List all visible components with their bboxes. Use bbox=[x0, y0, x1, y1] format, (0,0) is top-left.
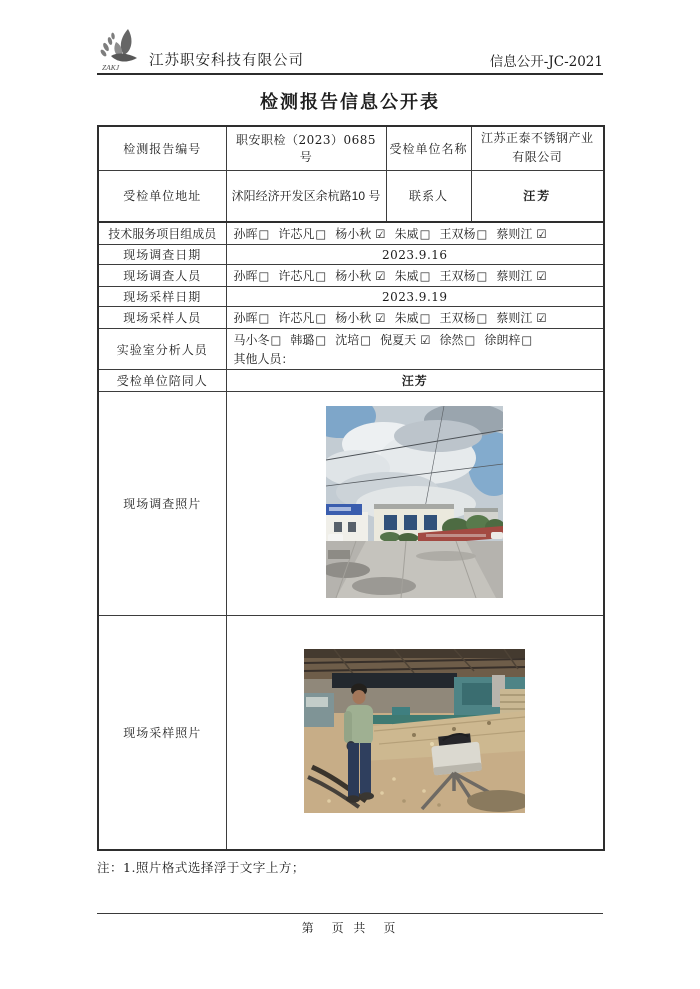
accompany-value: 汪芳 bbox=[226, 370, 604, 392]
survey-photo-label: 现场调查照片 bbox=[98, 392, 226, 616]
factory-exterior-photo bbox=[326, 406, 503, 598]
person-checkbox: 孙晖□ bbox=[233, 227, 270, 241]
sampling-date-value: 2023.9.19 bbox=[226, 287, 604, 307]
person-checkbox: 朱威□ bbox=[394, 311, 431, 325]
page-number-text: 第 页 共 页 bbox=[301, 921, 399, 935]
note-text: 注：1.照片格式选择浮于文字上方； bbox=[97, 859, 305, 875]
person-checkbox: 许芯凡□ bbox=[278, 227, 327, 241]
tech-team-label: 技术服务项目组成员 bbox=[98, 222, 226, 245]
table-row bbox=[98, 307, 604, 329]
sampling-staff-label: 现场采样人员 bbox=[98, 307, 226, 329]
person-checkbox: 蔡则江 ☑ bbox=[496, 269, 547, 283]
report-no-label: 检测报告编号 bbox=[98, 126, 226, 170]
company-name: 江苏职安科技有限公司 bbox=[149, 53, 304, 69]
svg-text:ZAKJ: ZAKJ bbox=[102, 63, 120, 72]
person-checkbox: 徐然□ bbox=[439, 333, 476, 347]
survey-photo-cell bbox=[226, 392, 604, 616]
person-checkbox: 倪夏天 ☑ bbox=[380, 333, 431, 347]
lab-staff-label: 实验室分析人员 bbox=[98, 329, 226, 370]
unit-name-label: 受检单位名称 bbox=[386, 126, 471, 170]
page-header bbox=[97, 26, 603, 72]
sampling-photo-cell bbox=[226, 616, 604, 850]
sampling-date-label: 现场采样日期 bbox=[98, 287, 226, 307]
survey-date-value: 2023.9.16 bbox=[226, 245, 604, 265]
person-checkbox: 杨小秋 ☑ bbox=[335, 227, 386, 241]
table-row bbox=[98, 616, 604, 850]
table-row bbox=[98, 392, 604, 616]
person-checkbox: 蔡则江 ☑ bbox=[496, 311, 547, 325]
table-row bbox=[98, 170, 604, 222]
table-row bbox=[98, 287, 604, 307]
lab-staff-members bbox=[234, 331, 600, 348]
workshop-sampling-photo bbox=[304, 649, 525, 813]
person-checkbox: 王双杨□ bbox=[439, 269, 488, 283]
person-checkbox: 朱威□ bbox=[394, 227, 431, 241]
table-row bbox=[98, 222, 604, 245]
person-checkbox: 王双杨□ bbox=[439, 311, 488, 325]
company-logo-icon bbox=[97, 28, 143, 72]
person-checkbox: 朱威□ bbox=[394, 269, 431, 283]
footer-divider bbox=[97, 913, 603, 914]
person-checkbox: 许芯凡□ bbox=[278, 311, 327, 325]
person-checkbox: 孙晖□ bbox=[233, 269, 270, 283]
survey-photo-illustration bbox=[326, 406, 503, 598]
person-checkbox: 蔡则江 ☑ bbox=[496, 227, 547, 241]
page-title: 检测报告信息公开表 bbox=[260, 92, 440, 113]
other-staff-label: 其他人员： bbox=[233, 352, 294, 366]
table-row bbox=[98, 370, 604, 392]
address-label: 受检单位地址 bbox=[98, 170, 226, 222]
info-table bbox=[97, 125, 605, 851]
accompany-label: 受检单位陪同人 bbox=[98, 370, 226, 392]
document-code: 信息公开-JC-2021 bbox=[489, 54, 603, 70]
person-checkbox: 孙晖□ bbox=[233, 311, 270, 325]
report-no-value: 职安职检（2023）0685 号 bbox=[226, 126, 386, 170]
survey-staff-label: 现场调查人员 bbox=[98, 265, 226, 287]
zakj-logo-icon bbox=[97, 28, 143, 72]
lab-staff-cell bbox=[226, 329, 604, 370]
contact-label: 联系人 bbox=[386, 170, 471, 222]
survey-staff-members bbox=[226, 265, 604, 287]
contact-value: 汪芳 bbox=[471, 170, 604, 222]
table-row bbox=[98, 265, 604, 287]
header-divider bbox=[97, 73, 603, 75]
table-row bbox=[98, 329, 604, 370]
table-row bbox=[98, 245, 604, 265]
person-checkbox: 马小冬□ bbox=[233, 333, 282, 347]
address-value: 沭阳经济开发区余杭路10 号 bbox=[226, 170, 386, 222]
tech-team-members bbox=[226, 222, 604, 245]
survey-date-label: 现场调查日期 bbox=[98, 245, 226, 265]
person-checkbox: 沈培□ bbox=[335, 333, 372, 347]
person-checkbox: 徐朗梓□ bbox=[484, 333, 533, 347]
unit-name-value: 江苏正泰不锈钢产业有限公司 bbox=[471, 126, 604, 170]
person-checkbox: 许芯凡□ bbox=[278, 269, 327, 283]
person-checkbox: 韩璐□ bbox=[290, 333, 327, 347]
sampling-photo-label: 现场采样照片 bbox=[98, 616, 226, 850]
table-row bbox=[98, 126, 604, 170]
sampling-staff-members bbox=[226, 307, 604, 329]
page-footer bbox=[97, 913, 603, 936]
person-checkbox: 杨小秋 ☑ bbox=[335, 311, 386, 325]
person-checkbox: 王双杨□ bbox=[439, 227, 488, 241]
sampling-photo-illustration bbox=[304, 649, 525, 813]
person-checkbox: 杨小秋 ☑ bbox=[335, 269, 386, 283]
